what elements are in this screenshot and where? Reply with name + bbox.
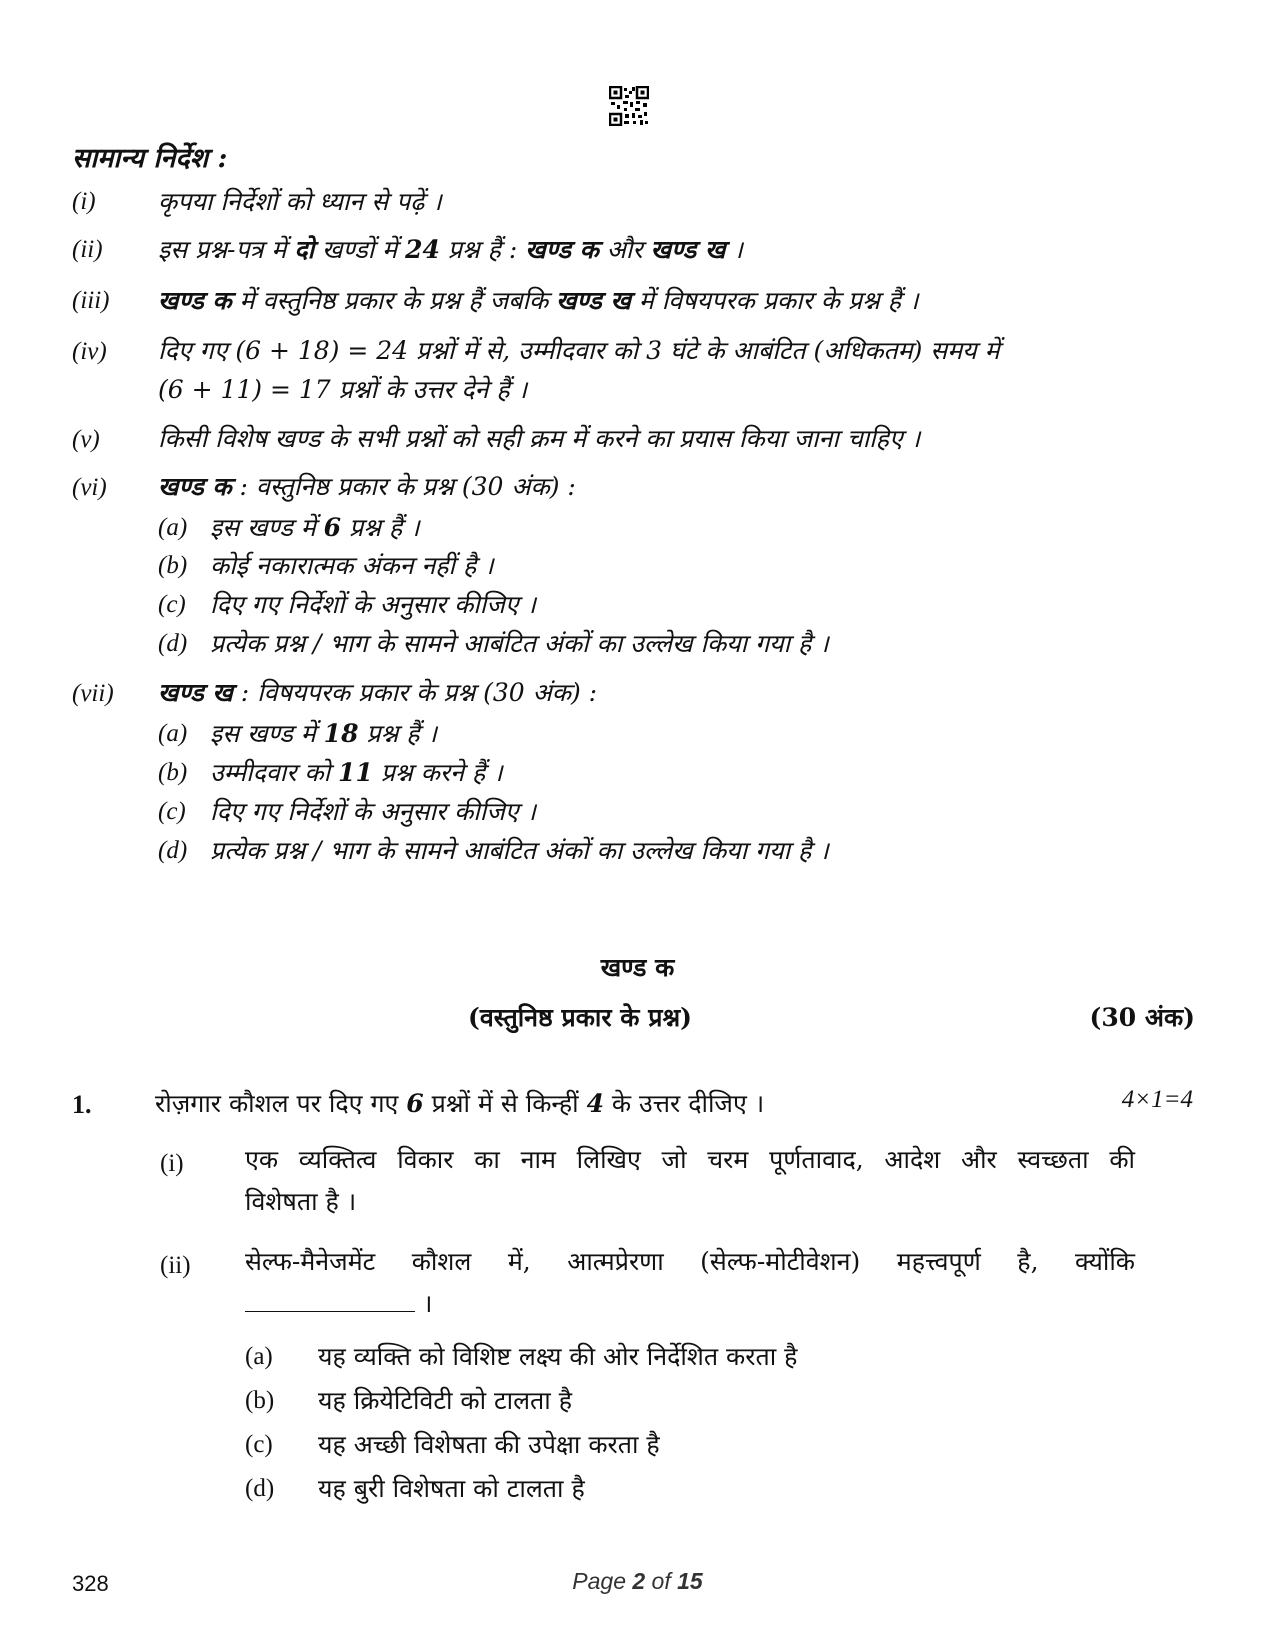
- subquestion-line: विशेषता है ।: [245, 1187, 357, 1216]
- instruction-text: कृपया निर्देशों को ध्यान से पढ़ें ।: [158, 187, 442, 216]
- sub-instruction-label: (b): [158, 552, 188, 579]
- subquestion-line: ।: [245, 1283, 1135, 1325]
- sub-instruction-text: इस खण्ड में 6 प्रश्न हैं ।: [210, 513, 420, 542]
- subquestion-line: सेल्फ-मैनेजमेंट कौशल में, आत्मप्रेरणा (सेल्फ-मोटीवेशन) महत्त्वपूर्ण है, क्योंकि: [245, 1247, 1135, 1276]
- option-text: यह व्यक्ति को विशिष्ट लक्ष्य की ओर निर्देशित करता है: [318, 1342, 798, 1371]
- instruction-text: दिए गए (6 + 18) = 24 प्रश्नों में से, उम्मीदवार को 3 घंटे के आबंटित (अधिकतम) समय में: [158, 336, 1000, 365]
- sub-instruction-text: प्रत्येक प्रश्न / भाग के सामने आबंटित अंकों का उल्लेख किया गया है ।: [210, 836, 829, 865]
- option-label: (b): [245, 1387, 275, 1414]
- qr-code-icon: [609, 86, 649, 126]
- subquestion-number: (i): [160, 1150, 184, 1177]
- sub-instruction-label: (d): [158, 630, 188, 657]
- instruction-number: (iii): [72, 287, 110, 314]
- option-text: यह अच्छी विशेषता की उपेक्षा करता है: [318, 1430, 660, 1459]
- page-indicator: Page 2 of 15: [572, 1568, 703, 1594]
- instruction-text: (6 + 11) = 17 प्रश्नों के उत्तर देने हैं ।: [158, 375, 528, 404]
- sub-instruction-text: उम्मीदवार को 11 प्रश्न करने हैं ।: [210, 758, 503, 787]
- instruction-number: (ii): [72, 236, 103, 263]
- sub-instruction-label: (c): [158, 591, 186, 618]
- section-title: खण्ड क: [600, 953, 675, 982]
- sub-instruction-text: दिए गए निर्देशों के अनुसार कीजिए ।: [210, 590, 537, 619]
- sub-instruction-text: कोई नकारात्मक अंकन नहीं है ।: [210, 551, 494, 580]
- question-text: रोज़गार कौशल पर दिए गए 6 प्रश्नों में से किन्हीं 4 के उत्तर दीजिए ।: [155, 1089, 765, 1118]
- sub-instruction-label: (c): [158, 798, 186, 825]
- section-marks: (30 अंक): [1089, 1003, 1195, 1032]
- instruction-number: (vi): [72, 474, 107, 501]
- question-marks: 4×1=4: [1121, 1086, 1193, 1113]
- subquestion-text: [245, 1139, 1135, 1223]
- sub-instruction-label: (a): [158, 720, 188, 747]
- subquestion-text: [245, 1241, 1135, 1325]
- sub-instruction-text: प्रत्येक प्रश्न / भाग के सामने आबंटित अंकों का उल्लेख किया गया है ।: [210, 629, 829, 658]
- sub-instruction-label: (b): [158, 759, 188, 786]
- instruction-number: (v): [72, 426, 100, 453]
- instruction-number: (i): [72, 188, 96, 215]
- instructions-title: सामान्य निर्देश :: [72, 143, 228, 174]
- option-label: (a): [245, 1343, 273, 1370]
- section-subtitle: (वस्तुनिष्ठ प्रकार के प्रश्न): [468, 1003, 692, 1032]
- sub-instruction-label: (d): [158, 837, 188, 864]
- instruction-text: खण्ड क : वस्तुनिष्ठ प्रकार के प्रश्न (30 अंक) :: [158, 472, 576, 501]
- answer-blank[interactable]: [245, 1291, 415, 1312]
- sub-instruction-text: इस खण्ड में 18 प्रश्न हैं ।: [210, 719, 437, 748]
- instruction-number: (vii): [72, 680, 114, 707]
- instruction-text: किसी विशेष खण्ड के सभी प्रश्नों को सही क्रम में करने का प्रयास किया जाना चाहिए ।: [158, 424, 921, 453]
- option-text: यह क्रियेटिविटी को टालता है: [318, 1386, 572, 1415]
- option-text: यह बुरी विशेषता को टालता है: [318, 1474, 585, 1503]
- instruction-text: खण्ड ख : विषयपरक प्रकार के प्रश्न (30 अंक) :: [158, 678, 598, 707]
- option-label: (c): [245, 1431, 273, 1458]
- instruction-text: इस प्रश्न-पत्र में दो खण्डों में 24 प्रश्न हैं : खण्ड क और खण्ड ख ।: [158, 235, 743, 264]
- sub-instruction-label: (a): [158, 514, 188, 541]
- instruction-text: खण्ड क में वस्तुनिष्ठ प्रकार के प्रश्न हैं जबकि खण्ड ख में विषयपरक प्रकार के प्रश्न हैं ।: [158, 286, 919, 315]
- option-label: (d): [245, 1475, 275, 1502]
- instruction-number: (iv): [72, 338, 107, 365]
- subquestion-line: एक व्यक्तित्व विकार का नाम लिखिए जो चरम पूर्णतावाद, आदेश और स्वच्छता की: [245, 1145, 1135, 1174]
- paper-code: 328: [72, 1571, 109, 1596]
- sub-instruction-text: दिए गए निर्देशों के अनुसार कीजिए ।: [210, 797, 537, 826]
- question-number: 1.: [72, 1090, 92, 1119]
- subquestion-number: (ii): [160, 1252, 191, 1279]
